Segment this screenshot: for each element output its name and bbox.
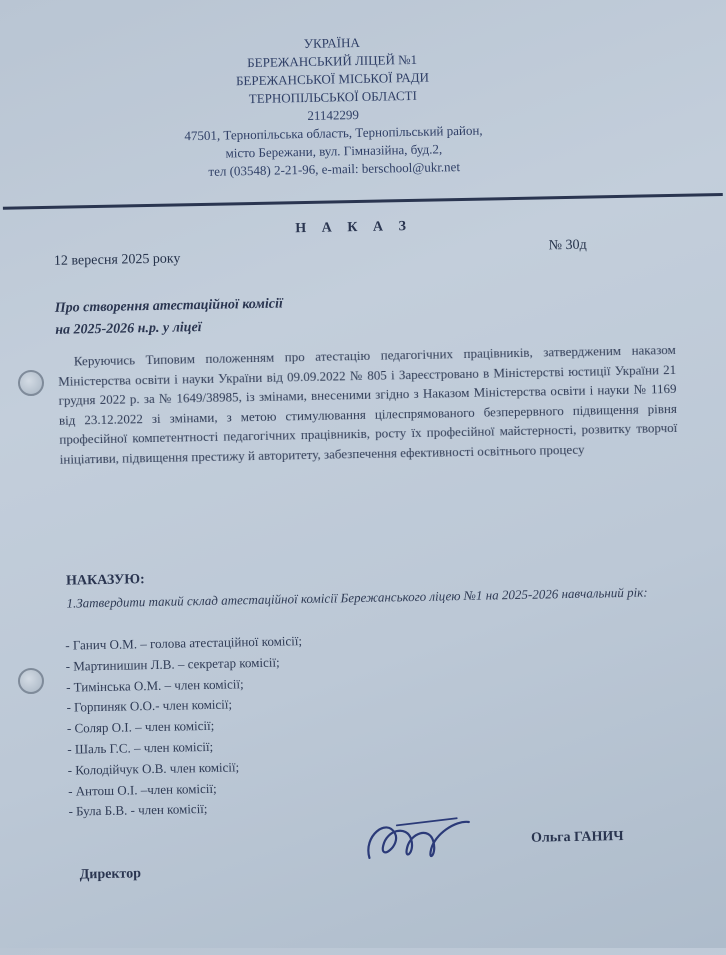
list-item: - Мартинишин Л.В. – секретар комісії; bbox=[65, 654, 280, 674]
subject-line-2: на 2025-2026 н.р. у ліцеї bbox=[55, 320, 202, 338]
director-name: Ольга ГАНИЧ bbox=[530, 829, 624, 846]
header-address-1: 47501, Тернопільська область, Тернопільський район, bbox=[184, 122, 483, 144]
director-signature bbox=[356, 804, 487, 876]
header-region: ТЕРНОПІЛЬСЬКОЇ ОБЛАСТІ bbox=[248, 87, 417, 107]
header-code: 21142299 bbox=[307, 106, 360, 123]
header-contacts: тел (03548) 2-21-96, e-mail: berschool@ukr.net bbox=[208, 159, 461, 179]
list-item: - Шаль Г.С. – член комісії; bbox=[67, 738, 214, 757]
header-council: БЕРЕЖАНСЬКОЇ МІСЬКОЇ РАДИ bbox=[235, 69, 430, 89]
binder-hole bbox=[18, 370, 44, 396]
header-school: БЕРЕЖАНСЬКИЙ ЛІЦЕЙ №1 bbox=[247, 51, 418, 71]
binder-hole bbox=[18, 668, 44, 694]
list-item: - Була Б.В. - член комісії; bbox=[68, 801, 208, 820]
list-item: - Горпиняк О.О.- член комісії; bbox=[66, 696, 233, 716]
list-item: - Ганич О.М. – голова атестаційної комісії; bbox=[65, 633, 303, 653]
letterhead bbox=[122, 30, 545, 182]
order-subject bbox=[55, 293, 284, 341]
list-item: - Антош О.І. –член комісії; bbox=[67, 780, 217, 799]
subject-line-1: Про створення атестаційної комісії bbox=[54, 296, 283, 316]
list-item: - Тимінська О.М. – член комісії; bbox=[65, 675, 244, 695]
order-heading: НАКАЗУЮ: bbox=[65, 572, 145, 589]
commission-members-list bbox=[65, 631, 305, 823]
order-title: Н А К А З bbox=[295, 218, 413, 237]
order-number: № 30д bbox=[548, 237, 587, 254]
director-label: Директор bbox=[79, 866, 142, 883]
header-divider bbox=[3, 193, 723, 210]
order-item-1: 1.Затвердити такий склад атестаційної комісії Бережанського ліцею №1 на 2025-2026 навчальний рік: bbox=[66, 584, 648, 611]
list-item: - Соляр О.І. – член комісії; bbox=[66, 718, 215, 736]
order-date: 12 вересня 2025 року bbox=[53, 251, 181, 269]
header-address-2: місто Бережани, вул. Гімназійна, буд.2, bbox=[225, 141, 443, 161]
header-country: УКРАЇНА bbox=[303, 34, 360, 51]
order-preamble: Керуючись Типовим положенням про атестацію педагогічних працівників, затвердженим наказом Міністерства освіти і науки України від 09.09.2022 № 805 і Зареєстровано в Міністерстві юстиції України 21 грудня 2022 р. за № 1649/38985, із змінами, внесеними згідно з Наказом Міністерства освіти і науки № 1169 від 23.12.2022 зі змінами, з метою стимулювання цілеспрямованого безперервного підвищення рівня професійної компетентності педагогічних працівників, росту їх професійної майстерності, розвитку творчої ініціативи, підвищення престижу й авторитету, забезпечення ефективності освітнього процесу bbox=[58, 341, 678, 467]
list-item: - Колодійчук О.В. член комісії; bbox=[67, 759, 240, 778]
